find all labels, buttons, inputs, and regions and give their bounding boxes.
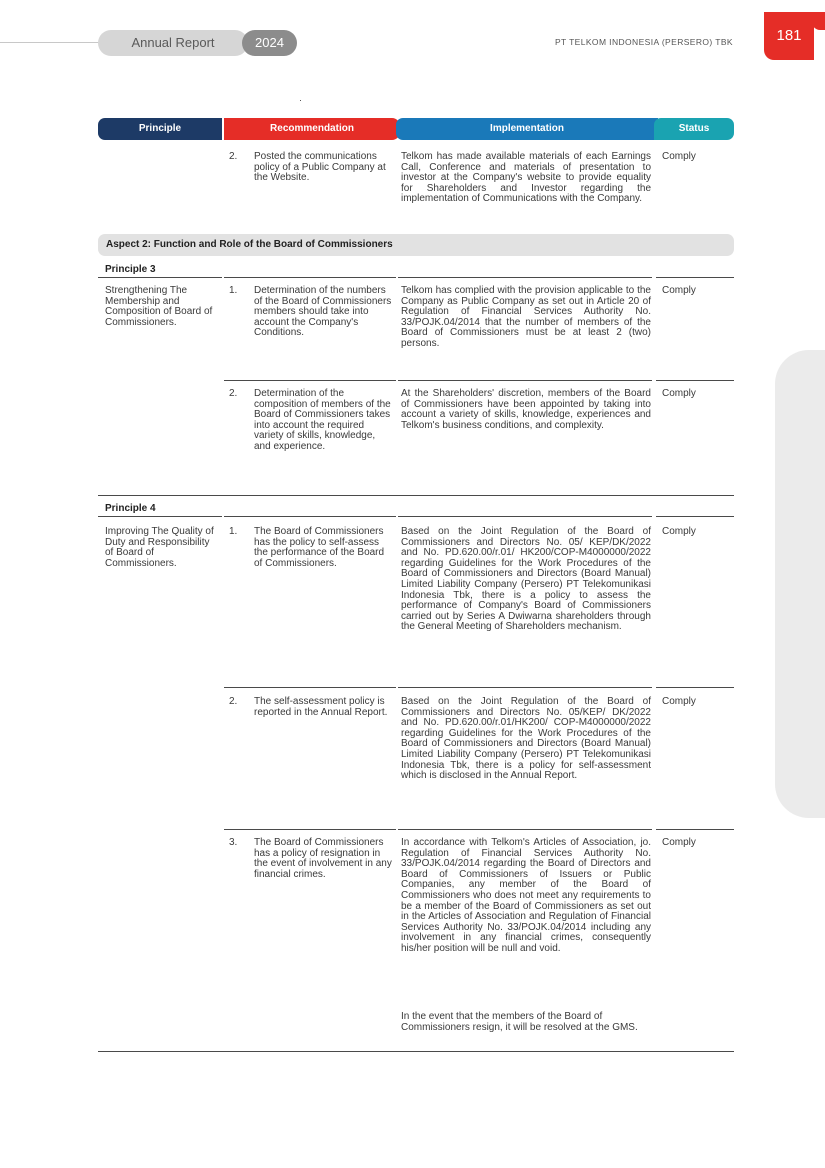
stray-dot [300, 100, 301, 101]
divider [656, 687, 734, 688]
principle-4-label: Principle 4 [105, 503, 156, 514]
page-number: 181 [764, 12, 814, 60]
implementation-text: Based on the Joint Regulation of the Board of Commissioners and Directors No. 05/KEP/ DK/2022 and No. PD.620.00/r.01/HK200/ COP-M4000000/2022 regarding Guidelines for the Work Procedures of the Board of Commissioners and Directors (Board Manual) Limited Liability Company (Persero) PT Telekomunikasi Indonesia Tbk, there is a policy for self-assessment which is disclosed in the Annual Report. [401, 696, 651, 782]
implementation-text: In accordance with Telkom's Articles of Association, jo. Regulation of Financial Services Authority No. 33/POJK.04/2014 regarding the Board of Directors and Board of Commissioners of Issuers or Public Companies, any member of the Board of Commissioners who does not meet any requirements to be a member of the Board of Commissioners as set out in the Articles of Association and Regulation of Financial Services Authority No. 33/POJK.04/2014 including any involvement in any financial crimes, consequently his/her position will be null and void. [401, 837, 651, 954]
row-number: 2. [229, 388, 238, 399]
company-name: PT TELKOM INDONESIA (PERSERO) TBK [554, 37, 733, 47]
divider [224, 380, 396, 381]
implementation-text: At the Shareholders' discretion, members of the Board of Commissioners have been appointed by taking into account a variety of skills, knowledge, experiences and Telkom's business conditions, and complexity. [401, 388, 651, 431]
row-number: 2. [229, 151, 238, 162]
status-text: Comply [662, 285, 696, 296]
annual-report-label: Annual Report [98, 30, 248, 56]
status-text: Comply [662, 837, 696, 848]
principle-3-label: Principle 3 [105, 264, 156, 275]
divider [224, 516, 396, 517]
status-text: Comply [662, 388, 696, 399]
row-number: 1. [229, 285, 238, 296]
divider [398, 829, 652, 830]
row-number: 2. [229, 696, 238, 707]
divider [98, 516, 222, 517]
side-decoration [775, 350, 825, 818]
divider [98, 277, 222, 278]
divider [656, 380, 734, 381]
divider [656, 829, 734, 830]
divider [224, 277, 396, 278]
column-header-principle: Principle [98, 118, 222, 140]
row-number: 1. [229, 526, 238, 537]
recommendation-text: The Board of Commissioners has the policy to self-assess the performance of the Board of Commissioners. [254, 526, 385, 569]
divider [398, 687, 652, 688]
recommendation-text: Determination of the numbers of the Board of Commissioners members should take into account the Company's Conditions. [254, 285, 392, 339]
aspect-heading [98, 234, 734, 256]
implementation-text: Based on the Joint Regulation of the Board of Commissioners and Directors No. 05/ KEP/DK/2022 and No. PD.620.00/r.01/ HK200/COP-M4000000/2022 regarding Guidelines for the Work Procedures of the Board of Commissioners and Directors (Board Manual) Limited Liability Company (Persero) PT Telekomunikasi Indonesia Tbk, there is a policy to assess the performance of Company's Board of Commissioners carried out by Series A Dwiwarna shareholders through the General Meeting of Shareholders mechanism. [401, 526, 651, 633]
divider [656, 516, 734, 517]
header-rule [0, 42, 110, 43]
divider [398, 277, 652, 278]
divider [398, 516, 652, 517]
column-header-implementation: Implementation [396, 118, 658, 140]
table-bottom-rule [98, 1051, 734, 1052]
report-year: 2024 [242, 30, 297, 56]
divider [398, 380, 652, 381]
implementation-text: Telkom has made available materials of each Earnings Call, Conference and materials of presentation to investor at the Company's website to provide equality for Shareholders and Investor regarding the implementation of Communications with the Company. [401, 151, 651, 205]
column-header-status: Status [654, 118, 734, 140]
status-text: Comply [662, 696, 696, 707]
recommendation-text: Determination of the composition of members of the Board of Commissioners takes into account the required variety of skills, knowledge, and experience. [254, 388, 391, 452]
status-text: Comply [662, 151, 696, 162]
row-number: 3. [229, 837, 238, 848]
column-header-recommendation: Recommendation [224, 118, 400, 140]
divider [224, 687, 396, 688]
implementation-text-extra: In the event that the members of the Board of Commissioners resign, it will be resolved at the GMS. [401, 1011, 638, 1033]
implementation-text: Telkom has complied with the provision applicable to the Company as Public Company as set out in Article 20 of Regulation of Financial Services Authority No. 33/POJK.04/2014 that the number of members of the Board of Commissioners must be at least 2 (two) persons. [401, 285, 651, 349]
divider [224, 829, 396, 830]
recommendation-text: The self-assessment policy is reported in the Annual Report. [254, 696, 388, 718]
status-text: Comply [662, 526, 696, 537]
principle-4-text: Improving The Quality of Duty and Responsibility of Board of Commissioners. [105, 526, 214, 569]
aspect-heading-text: Aspect 2: Function and Role of the Board of Commissioners [106, 239, 393, 250]
principle-3-text: Strengthening The Membership and Composition of Board of Commissioners. [105, 285, 213, 328]
recommendation-text: The Board of Commissioners has a policy of resignation in the event of involvement in any financial crimes. [254, 837, 392, 880]
recommendation-text: Posted the communications policy of a Public Company at the Website. [254, 151, 386, 184]
divider [656, 277, 734, 278]
divider [98, 495, 734, 496]
